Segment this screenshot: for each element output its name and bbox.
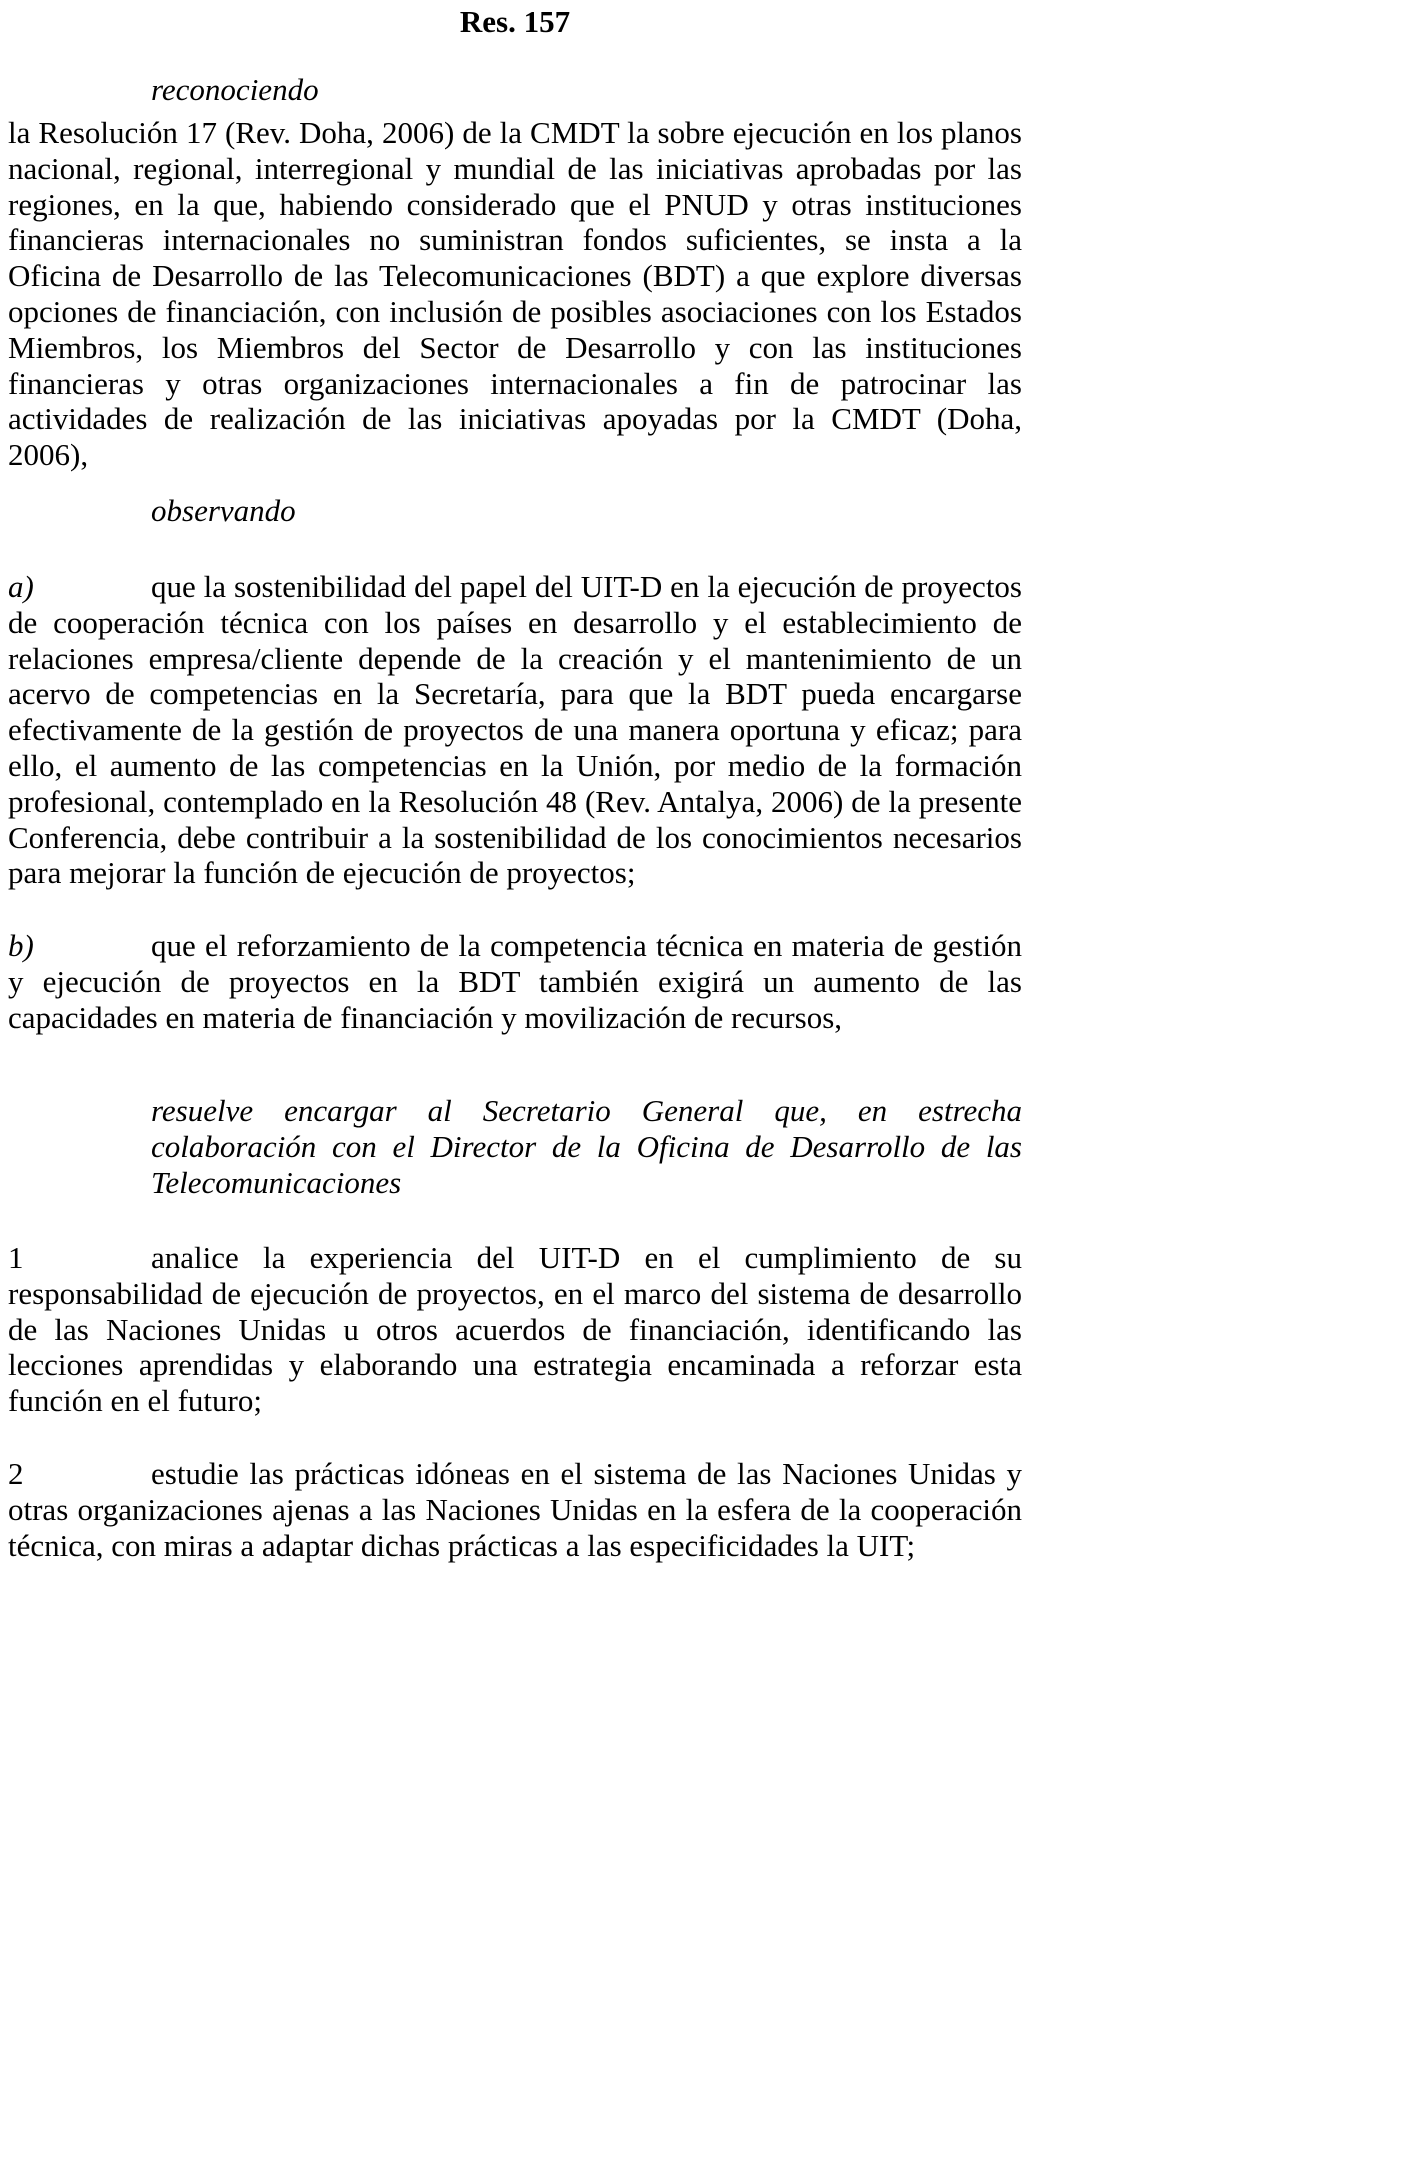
item-marker: a): [8, 569, 34, 604]
paragraph-observando-b: [8, 928, 1022, 1035]
item-marker: b): [8, 928, 34, 963]
paragraph-observando-a: [8, 569, 1022, 891]
heading-reconociendo: reconociendo: [151, 72, 319, 107]
heading-resuelve: resuelve encargar al Secretario General que, en estrecha colaboración con el Director de la Oficina de Desarrollo de las Telecomunicaciones: [151, 1093, 1022, 1200]
item-text: que el reforzamiento de la competencia técnica en materia de gestión y ejecución de proyectos en la BDT también exigirá un aumento de las capacidades en materia de financiación y movilización de recursos,: [8, 928, 1022, 1035]
item-marker: 1: [8, 1240, 24, 1275]
paragraph-reconociendo: la Resolución 17 (Rev. Doha, 2006) de la CMDT la sobre ejecución en los planos nacional, regional, interregional y mundial de las iniciativas aprobadas por las regiones, en la que, habiendo considerado que el PNUD y otras instituciones financieras internacionales no suministran fondos suficientes, se insta a la Oficina de Desarrollo de las Telecomunicaciones (BDT) a que explore diversas opciones de financiación, con inclusión de posibles asociaciones con los Estados Miembros, los Miembros del Sector de Desarrollo y con las instituciones financieras y otras organizaciones internacionales a fin de patrocinar las actividades de realización de las iniciativas apoyadas por la CMDT (Doha, 2006),: [8, 115, 1022, 473]
paragraph-resuelve-2: [8, 1456, 1022, 1563]
item-marker: 2: [8, 1456, 24, 1491]
item-text: analice la experiencia del UIT-D en el cumplimiento de su responsabilidad de ejecución de proyectos, en el marco del sistema de desarrollo de las Naciones Unidas u otros acuerdos de financiación, identificando las lecciones aprendidas y elaborando una estrategia encaminada a reforzar esta función en el futuro;: [8, 1240, 1022, 1419]
page-header: Res. 157: [459, 4, 571, 39]
item-text: que la sostenibilidad del papel del UIT-D en la ejecución de proyectos de cooperación técnica con los países en desarrollo y el establecimiento de relaciones empresa/cliente depende de la creación y el mantenimiento de un acervo de competencias en la Secretaría, para que la BDT pueda encargarse efectivamente de la gestión de proyectos de una manera oportuna y eficaz; para ello, el aumento de las competencias en la Unión, por medio de la formación profesional, contemplado en la Resolución 48 (Rev. Antalya, 2006) de la presente Conferencia, debe contribuir a la sostenibilidad de los conocimientos necesarios para mejorar la función de ejecución de proyectos;: [8, 569, 1022, 891]
heading-observando: observando: [151, 493, 296, 528]
item-text: estudie las prácticas idóneas en el sistema de las Naciones Unidas y otras organizaciones ajenas a las Naciones Unidas en la esfera de la cooperación técnica, con miras a adaptar dichas prácticas a las especificidades la UIT;: [8, 1456, 1022, 1563]
paragraph-resuelve-1: [8, 1240, 1022, 1419]
